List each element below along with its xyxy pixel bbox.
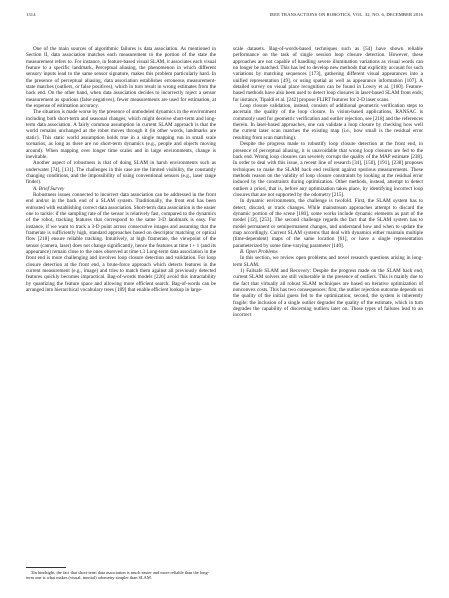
paragraph: scale datasets. Bag-of-words-based techniques such as [54] have shown reliable performance on the task of single session loop closure detection. However, these approaches are not capable of handling severe illumination variations as visual words can no longer be matched. This has led to develop new methods that explicitly account for such variations by matching sequences [173], gathering different visual appearances into a unified representation [49], or using spatial as well as appearance information [107]. A detailed survey on visual place recognition can be found in Lowry et al. [160]. Feature-based methods have also been used to detect loop closures in laser-based SLAM front ends; for instance, Tipaldi et al. [242] propose FLIRT features for 2-D laser scans.	[233, 46, 423, 103]
paragraph: Robustness issues connected to incorrect data association can be addressed in the front end and/or in the back end of a SLAM system. Traditionally, the front end has been entrusted with establishing correct data association. Short-term data association is the easier one to tackle: if the sampling rate of the sensor is relatively fast, compared to the dynamics of the robot, tracking features that correspond to the same 3-D landmark is easy. For instance, if we want to track a 3-D point across consecutive images and assuming that the framerate is sufficiently high, standard approaches based on descriptor matching or optical flow [218] ensure reliable tracking. Intuitively, at high framerate, the viewpoint of the sensor (camera, laser) does not change significantly, hence the features at time t + 1 (and its appearance) remain close to the ones observed at time t.3 Long-term data association in the front end is more challenging and involves loop closure detection and validation. For loop closure detection at the front end, a brute-force approach which detects features in the current measurement (e.g., image) and tries to match them against all previously detected features quickly becomes impractical. Bag-of-words models [226] avoid this intractability by quantizing the feature space and allowing more efficient search. Bag-of-words can be arranged into hierarchical vocabulary trees [189] that enable efficient lookup in large-	[26, 191, 216, 294]
page-number: 1314	[26, 12, 36, 17]
footnote	[26, 570, 216, 580]
paragraph: 1) Failsafe SLAM and Recovery: Despite the progress made on the SLAM back end, current SLAM solvers are still vulnerable in the presence of outliers. This is mainly due to the fact that virtually all robust SLAM techniques are based on iterative optimization of nonconvex costs. This has two consequences: first, the outlier rejection outcome depends on the quality of the initial guess fed to the optimization; second, the system is inherently fragile: the inclusion of a single outlier degrades the quality of the estimate, which in turn degrades the capability of discerning outliers later on. These types of failures lead to an incorrect	[233, 268, 423, 319]
section-heading-open-problems: B. Open Problems	[240, 249, 278, 255]
journal-info: IEEE TRANSACTIONS ON ROBOTICS, VOL. 32, NO. 6, DECEMBER 2016	[269, 12, 423, 17]
left-column	[26, 46, 216, 293]
paragraph: Despite the progress made to robustify loop closure detection at the front end, in presence of perceptual aliasing, it is unavoidable that wrong loop closures are fed to the back end. Wrong loop closures can severely corrupt the quality of the MAP estimate [238]. In order to deal with this issue, a recent line of research [34], [150], [191], [238] proposes techniques to make the SLAM back end resilient against spurious measurements. These methods reason on the validity of loop closure constraints by looking at the residual error induced by the constraints during optimization. Other methods, instead, attempt to detect outliers a priori, that is, before any optimization takes place, by identifying incorrect loop closures that are not supported by the odometry [215].	[233, 141, 423, 198]
footnote-rule	[26, 567, 66, 568]
paragraph: Loop closure validation, instead, consists of additional geometric verification steps to ascertain the quality of the loop closure. In vision-based applications, RANSAC is commonly used for geometric verification and outlier rejection, see [218] and the references therein. In laser-based approaches, one can validate a loop closure by checking how well the current laser scan matches the existing map (i.e., how small is the residual error resulting from scan matching).	[233, 103, 423, 141]
paragraph: The situation is made worse by the presence of unmodeled dynamics in the environment including both short-term and seasonal changes, which might deceive short-term and long-term data association. A fairly common assumption in current SLAM approach is that the world remains unchanged as the robot moves through it (in other words, landmarks are static). This static world assumption holds true in a single mapping run in small scale scenarios, as long as there are no short-term dynamics (e.g., people and objects moving around). When mapping over longer time scales and in large environments, change is inevitable.	[26, 109, 216, 160]
page-header	[26, 12, 423, 22]
paragraph: Another aspect of robustness is that of doing SLAM in harsh environments such as underwater [74], [131]. The challenges in this case are the limited visibility, the constantly changing conditions, and the impossibility of using conventional sensors (e.g., laser range finder).	[26, 160, 216, 186]
section-heading-brief-survey: A. Brief Survey	[33, 185, 65, 192]
paragraph: In dynamic environments, the challenge is twofold. First, the SLAM system has to detect, discard, or track changes. While mainstream approaches attempt to discard the dynamic portion of the scene [180], some works include dynamic elements as part of the model [12], [253]. The second challenge regards the fact that the SLAM system has to model permanent or semipermanent changes, and understand how and when to update the map accordingly. Current SLAM systems that deal with dynamics either maintain multiple (time-dependent) maps of the same location [61], or have a single representation parameterized by some time-varying parameter [140].	[233, 198, 423, 249]
paragraph: In this section, we review open problems and novel research questions arising in long-term SLAM.	[233, 255, 423, 268]
right-column	[233, 46, 423, 319]
paragraph: One of the main sources of algorithmic failures is data association. As mentioned in Section II, data association matches each measurement to the portion of the state the measurement refers to. For instance, in feature-based visual SLAM, it associates each visual feature to a specific landmark. Perceptual aliasing, the phenomenon in which different sensory inputs lead to the same sensor signature, makes this problem particularly hard. In the presence of perceptual aliasing, data association establishes erroneous measurement-state matches (outliers, or false positives), which in turn result in wrong estimates from the back end. On the other hand, when data association decides to incorrectly reject a sensor measurement as spurious (false negatives), fewer measurements are used for estimation, at the expense of estimation accuracy.	[26, 46, 216, 110]
footnote-text: 3In hindsight, the fact that short-term data association is much easier and more reliable than the long-term one is what makes (visual, inertial) odometry simpler than SLAM.	[26, 570, 210, 581]
